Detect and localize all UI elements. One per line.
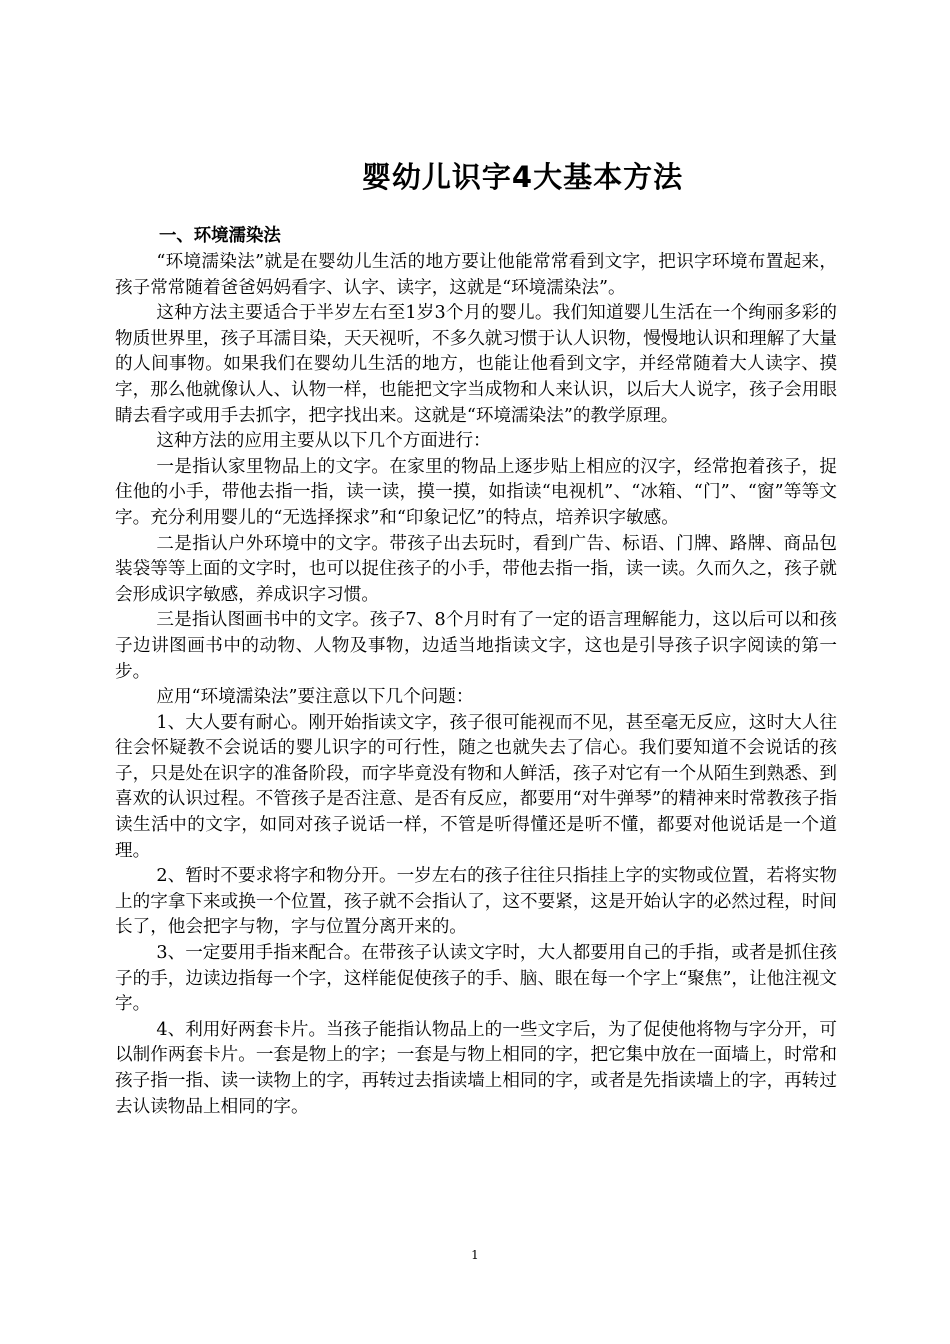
paragraph-outdoor: 二是指认户外环境中的文字。带孩子出去玩时，看到广告、标语、门牌、路牌、商品包装袋等等上面的文字时，也可以捉住孩子的小手，带他去指一指，读一读。久而久之，孩子就会形成识字敏感，养成识字习惯。	[115, 533, 837, 605]
paragraph-home-items: 一是指认家里物品上的文字。在家里的物品上逐步贴上相应的汉字，经常抱着孩子，捉住他的小手，带他去指一指，读一读，摸一摸，如指读“电视机”、“冰箱、“门”、“窗”等等文字。充分利用婴儿的“无选择探求”和“印象记忆”的特点，培养识字敏感。	[115, 456, 837, 528]
paragraph-definition: “环境濡染法”就是在婴幼儿生活的地方要让他能常常看到文字，把识字环境布置起来，孩子常常随着爸爸妈妈看字、认字、读字，这就是“环境濡染法”。	[115, 252, 837, 298]
page-number: 1	[471, 1248, 479, 1262]
paragraph-note-3: 3、一定要用手指来配合。在带孩子认读文字时，大人都要用自己的手指，或者是抓住孩子的手，边读边指每一个字，这样能促使孩子的手、脑、眼在每一个字上“聚焦”，让他注视文字。	[115, 943, 837, 1015]
paragraph-notes-intro: 应用“环境濡染法”要注意以下几个问题：	[156, 687, 474, 708]
document-body	[115, 222, 837, 1120]
paragraph-picture-books: 三是指认图画书中的文字。孩子7、8个月时有了一定的语言理解能力，这以后可以和孩子边讲图画书中的动物、人物及事物，边适当地指读文字，这也是引导孩子识字阅读的第一步。	[115, 610, 837, 682]
section-heading: 一、环境濡染法	[159, 226, 281, 246]
paragraph-application-intro: 这种方法的应用主要从以下几个方面进行：	[156, 431, 491, 452]
paragraph-note-4: 4、利用好两套卡片。当孩子能指认物品上的一些文字后，为了促使他将物与字分开，可以制作两套卡片。一套是物上的字；一套是与物上相同的字，把它集中放在一面墙上，时常和孩子指一指、读一读物上的字，再转过去指读墙上相同的字，或者是先指读墙上的字，再转过去认读物品上相同的字。	[115, 1019, 837, 1117]
paragraph-note-2: 2、暂时不要求将字和物分开。一岁左右的孩子往往只指挂上字的实物或位置，若将实物上的字拿下来或换一个位置，孩子就不会指认了，这不要紧，这是开始认字的必然过程，时间长了，他会把字与物，字与位置分离开来的。	[115, 866, 837, 938]
document-title: 婴幼儿识字4大基本方法	[361, 160, 684, 194]
paragraph-note-1: 1、大人要有耐心。刚开始指读文字，孩子很可能视而不见，甚至毫无反应，这时大人往往会怀疑教不会说话的婴儿识字的可行性，随之也就失去了信心。我们要知道不会说话的孩子，只是处在识字的准备阶段，而字毕竟没有物和人鲜活，孩子对它有一个从陌生到熟悉、到喜欢的认识过程。不管孩子是否注意、是否有反应，都要用“对牛弹琴”的精神来时常教孩子指读生活中的文字，如同对孩子说话一样，不管是听得懂还是听不懂，都要对他说话是一个道理。	[115, 712, 837, 861]
paragraph-principle: 这种方法主要适合于半岁左右至1岁3个月的婴儿。我们知道婴儿生活在一个绚丽多彩的物质世界里，孩子耳濡目染，天天视听，不多久就习惯于认人识物，慢慢地认识和理解了大量的人间事物。如果我们在婴幼儿生活的地方，也能让他看到文字，并经常随着大人读字、摸字，那么他就像认人、认物一样，也能把文字当成物和人来认识，以后大人说字，孩子会用眼睛去看字或用手去抓字，把字找出来。这就是“环境濡染法”的教学原理。	[115, 303, 837, 426]
